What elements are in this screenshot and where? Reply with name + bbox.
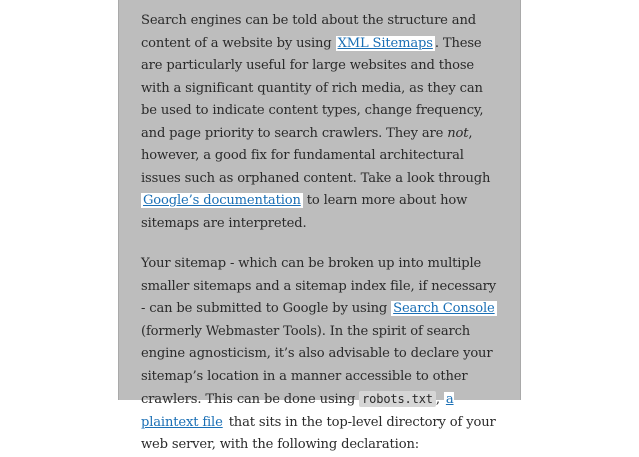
google-documentation-link[interactable]: Google’s documentation bbox=[143, 193, 301, 208]
article-body bbox=[118, 0, 521, 452]
plaintext-file-link[interactable]: a plaintext file bbox=[141, 392, 454, 430]
xml-sitemaps-link[interactable]: XML Sitemaps bbox=[337, 35, 433, 51]
paragraph-text: Your sitemap - which can be broken up into multiple smaller sitemaps and a sitemap index file, if necessary - can be submitted to Google by using bbox=[141, 256, 497, 316]
paragraph-text: , bbox=[435, 392, 444, 407]
paragraph-submission bbox=[141, 253, 502, 457]
paragraph-text: , however, a good fix for fundamental architectural issues such as orphaned content. Take a look through bbox=[141, 125, 491, 186]
paragraph-text: that sits in the top-level directory of your web server, with the following declaration: bbox=[141, 414, 496, 452]
robots-txt-code: robots.txt bbox=[359, 391, 436, 407]
emphasis-text: not bbox=[447, 125, 469, 141]
paragraph-text: . These are particularly useful for large websites and those with a significant quantity of rich media, as they can be used to indicate content types, change frequency, and page priority to search crawlers. They are bbox=[141, 35, 484, 141]
paragraph-text: Search engines can be told about the structure and content of a website by using bbox=[141, 13, 476, 51]
paragraph-text: to learn more about how sitemaps are interpreted. bbox=[141, 193, 468, 231]
search-console-link[interactable]: Search Console bbox=[393, 301, 495, 316]
paragraph-sitemaps bbox=[141, 10, 502, 235]
paragraph-text: (formerly Webmaster Tools). In the spirit of search engine agnosticism, it’s also advisable to declare your sitemap’s location in a manner accessible to other crawlers. This can be done using bbox=[141, 323, 493, 407]
